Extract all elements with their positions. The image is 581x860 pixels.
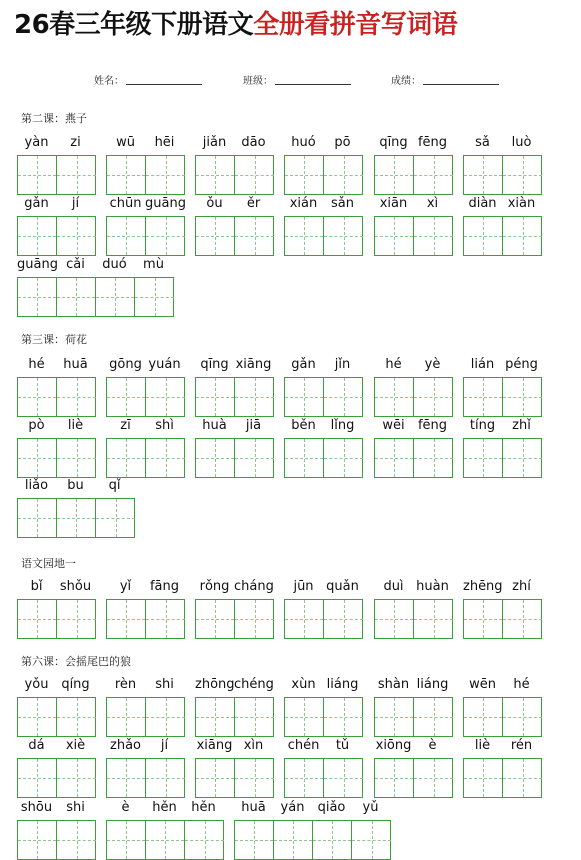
tianzige-cell[interactable]	[146, 759, 185, 797]
writing-grid	[106, 155, 185, 195]
tianzige-cell[interactable]	[235, 759, 274, 797]
tianzige-cell[interactable]	[18, 278, 57, 316]
writing-grid	[463, 155, 542, 195]
tianzige-cell[interactable]	[324, 600, 363, 638]
writing-grid	[106, 216, 185, 256]
tianzige-cell[interactable]	[414, 378, 453, 416]
writing-grid	[284, 216, 363, 256]
tianzige-cell[interactable]	[57, 600, 96, 638]
writing-grid	[374, 599, 453, 639]
tianzige-cell[interactable]	[96, 499, 135, 537]
tianzige-cell[interactable]	[235, 217, 274, 255]
tianzige-cell[interactable]	[18, 439, 57, 477]
pinyin-syllable: qǐ	[108, 478, 121, 493]
pinyin-syllable: hé	[28, 357, 45, 372]
tianzige-cell[interactable]	[324, 378, 363, 416]
pinyin-syllable: hěn	[191, 800, 216, 815]
pinyin-syllable: qiǎo	[317, 800, 346, 815]
pinyin-syllable: yǔ	[362, 800, 379, 815]
tianzige-cell[interactable]	[107, 698, 146, 736]
pinyin-syllable: è	[121, 800, 130, 815]
tianzige-cell[interactable]	[57, 156, 96, 194]
writing-grid	[106, 599, 185, 639]
writing-grid	[195, 438, 274, 478]
title-grade: 26春三年级下册语文	[14, 10, 254, 40]
tianzige-cell[interactable]	[503, 217, 542, 255]
tianzige-cell[interactable]	[464, 156, 503, 194]
writing-grid	[106, 758, 185, 798]
tianzige-cell[interactable]	[235, 698, 274, 736]
tianzige-cell[interactable]	[464, 698, 503, 736]
tianzige-cell[interactable]	[107, 378, 146, 416]
tianzige-cell[interactable]	[375, 759, 414, 797]
pinyin-syllable: xián	[289, 196, 318, 211]
writing-grid	[463, 599, 542, 639]
writing-grid	[284, 377, 363, 417]
pinyin-syllable: yǒu	[24, 677, 49, 692]
pinyin-syllable: yàn	[24, 135, 49, 150]
writing-grid	[195, 377, 274, 417]
tianzige-cell[interactable]	[107, 759, 146, 797]
writing-grid	[106, 697, 185, 737]
pinyin-syllable: duó	[102, 257, 127, 272]
tianzige-cell[interactable]	[324, 759, 363, 797]
pinyin-syllable: tíng	[469, 418, 496, 433]
name-label: 姓名：	[94, 76, 124, 87]
writing-grid	[234, 820, 391, 860]
tianzige-cell[interactable]	[464, 217, 503, 255]
writing-grid	[195, 758, 274, 798]
tianzige-cell[interactable]	[185, 821, 224, 859]
pinyin-syllable: wēn	[469, 677, 496, 692]
tianzige-cell[interactable]	[285, 378, 324, 416]
pinyin-syllable: shi	[66, 800, 85, 815]
student-info-row	[0, 72, 581, 88]
pinyin-syllable: fāng	[149, 579, 180, 594]
writing-grid	[463, 697, 542, 737]
writing-grid	[17, 820, 96, 860]
pinyin-syllable: fēng	[417, 135, 448, 150]
pinyin-syllable: fēng	[417, 418, 448, 433]
pinyin-syllable: jí	[160, 738, 169, 753]
pinyin-syllable: chūn	[109, 196, 142, 211]
pinyin-syllable: zhǎo	[110, 738, 141, 753]
writing-grid	[463, 438, 542, 478]
tianzige-cell[interactable]	[18, 499, 57, 537]
tianzige-cell[interactable]	[196, 600, 235, 638]
pinyin-syllable: gǎn	[24, 196, 49, 211]
pinyin-syllable: rén	[510, 738, 533, 753]
writing-grid	[17, 697, 96, 737]
tianzige-cell[interactable]	[235, 156, 274, 194]
tianzige-cell[interactable]	[146, 439, 185, 477]
pinyin-syllable: zhēng	[463, 579, 503, 594]
tianzige-cell[interactable]	[285, 759, 324, 797]
pinyin-syllable: dá	[28, 738, 45, 753]
writing-grid	[284, 697, 363, 737]
pinyin-syllable: quǎn	[326, 579, 359, 594]
pinyin-syllable: xiāng	[235, 357, 272, 372]
pinyin-syllable: luò	[511, 135, 532, 150]
tianzige-cell[interactable]	[285, 439, 324, 477]
tianzige-cell[interactable]	[375, 217, 414, 255]
pinyin-syllable: huàn	[416, 579, 449, 594]
pinyin-syllable: ǒu	[206, 196, 223, 211]
tianzige-cell[interactable]	[18, 378, 57, 416]
pinyin-syllable: xùn	[291, 677, 316, 692]
tianzige-cell[interactable]	[107, 821, 146, 859]
tianzige-cell[interactable]	[464, 759, 503, 797]
pinyin-syllable: gōng	[109, 357, 142, 372]
pinyin-syllable: xiōng	[375, 738, 412, 753]
tianzige-cell[interactable]	[57, 439, 96, 477]
writing-grid	[463, 377, 542, 417]
pinyin-syllable: wū	[116, 135, 135, 150]
tianzige-cell[interactable]	[503, 600, 542, 638]
pinyin-syllable: xìn	[243, 738, 264, 753]
tianzige-cell[interactable]	[375, 378, 414, 416]
tianzige-cell[interactable]	[18, 759, 57, 797]
pinyin-syllable: xiàn	[507, 196, 536, 211]
writing-grid	[17, 155, 96, 195]
tianzige-cell[interactable]	[146, 156, 185, 194]
pinyin-syllable: rèn	[114, 677, 137, 692]
pinyin-syllable: liáng	[416, 677, 449, 692]
writing-grid	[374, 758, 453, 798]
writing-grid	[17, 758, 96, 798]
pinyin-syllable: yán	[280, 800, 305, 815]
tianzige-cell[interactable]	[18, 217, 57, 255]
worksheet-title	[14, 4, 581, 44]
pinyin-syllable: běn	[291, 418, 316, 433]
writing-grid	[17, 216, 96, 256]
tianzige-cell[interactable]	[107, 439, 146, 477]
pinyin-syllable: liáng	[326, 677, 359, 692]
pinyin-syllable: yǐ	[119, 579, 132, 594]
tianzige-cell[interactable]	[285, 698, 324, 736]
pinyin-syllable: lǐng	[330, 418, 355, 433]
pinyin-syllable: xiāng	[196, 738, 233, 753]
tianzige-cell[interactable]	[324, 439, 363, 477]
pinyin-syllable: hēi	[154, 135, 175, 150]
tianzige-cell[interactable]	[146, 600, 185, 638]
writing-grid	[195, 216, 274, 256]
class-label: 班级：	[243, 76, 273, 87]
tianzige-cell[interactable]	[313, 821, 352, 859]
tianzige-cell[interactable]	[196, 217, 235, 255]
writing-grid	[374, 438, 453, 478]
pinyin-syllable: liè	[474, 738, 491, 753]
writing-grid	[374, 155, 453, 195]
tianzige-cell[interactable]	[107, 600, 146, 638]
writing-grid	[17, 599, 96, 639]
pinyin-syllable: xì	[426, 196, 439, 211]
pinyin-syllable: hé	[385, 357, 402, 372]
pinyin-syllable: bǐ	[30, 579, 43, 594]
section-title: 第六课：会摇尾巴的狼	[21, 655, 131, 668]
pinyin-syllable: guāng	[17, 257, 58, 272]
pinyin-syllable: cháng	[234, 579, 274, 594]
score-label: 成绩：	[391, 76, 421, 87]
pinyin-syllable: xiān	[379, 196, 408, 211]
tianzige-cell[interactable]	[375, 600, 414, 638]
pinyin-syllable: xiè	[65, 738, 86, 753]
writing-grid	[374, 216, 453, 256]
pinyin-syllable: chén	[287, 738, 320, 753]
pinyin-syllable: huó	[291, 135, 316, 150]
tianzige-cell[interactable]	[464, 378, 503, 416]
class-field[interactable]	[243, 72, 351, 87]
writing-grid	[463, 216, 542, 256]
tianzige-cell[interactable]	[146, 378, 185, 416]
name-field[interactable]	[94, 72, 202, 87]
tianzige-cell[interactable]	[196, 759, 235, 797]
tianzige-cell[interactable]	[503, 698, 542, 736]
writing-grid	[17, 498, 135, 538]
score-field[interactable]	[391, 72, 499, 87]
writing-grid	[463, 758, 542, 798]
tianzige-cell[interactable]	[503, 759, 542, 797]
tianzige-cell[interactable]	[274, 821, 313, 859]
tianzige-cell[interactable]	[146, 217, 185, 255]
pinyin-syllable: rǒng	[199, 579, 230, 594]
pinyin-syllable: chéng	[234, 677, 274, 692]
tianzige-cell[interactable]	[107, 217, 146, 255]
tianzige-cell[interactable]	[57, 278, 96, 316]
tianzige-cell[interactable]	[235, 821, 274, 859]
tianzige-cell[interactable]	[196, 378, 235, 416]
pinyin-syllable: hé	[513, 677, 530, 692]
score-blank[interactable]	[423, 74, 499, 85]
tianzige-cell[interactable]	[464, 439, 503, 477]
tianzige-cell[interactable]	[146, 821, 185, 859]
tianzige-cell[interactable]	[18, 600, 57, 638]
pinyin-syllable: huā	[241, 800, 266, 815]
class-blank[interactable]	[275, 74, 351, 85]
pinyin-syllable: yè	[424, 357, 441, 372]
section-title: 第三课：荷花	[21, 333, 87, 346]
pinyin-syllable: sǎ	[475, 135, 490, 150]
writing-grid	[284, 599, 363, 639]
tianzige-cell[interactable]	[57, 759, 96, 797]
tianzige-cell[interactable]	[196, 698, 235, 736]
pinyin-syllable: lián	[470, 357, 495, 372]
pinyin-syllable: zhǐ	[512, 418, 531, 433]
tianzige-cell[interactable]	[196, 439, 235, 477]
section-title: 语文园地一	[21, 557, 76, 570]
pinyin-syllable: pò	[28, 418, 45, 433]
pinyin-syllable: zhí	[512, 579, 531, 594]
tianzige-cell[interactable]	[324, 698, 363, 736]
tianzige-cell[interactable]	[96, 278, 135, 316]
tianzige-cell[interactable]	[464, 600, 503, 638]
pinyin-syllable: liǎo	[24, 478, 49, 493]
tianzige-cell[interactable]	[414, 698, 453, 736]
tianzige-cell[interactable]	[414, 156, 453, 194]
tianzige-cell[interactable]	[352, 821, 391, 859]
writing-grid	[17, 277, 174, 317]
pinyin-syllable: gǎn	[291, 357, 316, 372]
tianzige-cell[interactable]	[414, 759, 453, 797]
tianzige-cell[interactable]	[503, 378, 542, 416]
tianzige-cell[interactable]	[414, 600, 453, 638]
tianzige-cell[interactable]	[375, 698, 414, 736]
tianzige-cell[interactable]	[57, 499, 96, 537]
pinyin-syllable: shōu	[20, 800, 53, 815]
pinyin-syllable: shǒu	[59, 579, 92, 594]
tianzige-cell[interactable]	[57, 821, 96, 859]
pinyin-syllable: pō	[334, 135, 351, 150]
writing-grid	[195, 697, 274, 737]
tianzige-cell[interactable]	[375, 439, 414, 477]
pinyin-syllable: jí	[71, 196, 80, 211]
pinyin-syllable: wēi	[382, 418, 405, 433]
tianzige-cell[interactable]	[57, 378, 96, 416]
pinyin-syllable: sǎn	[331, 196, 354, 211]
pinyin-syllable: guāng	[145, 196, 186, 211]
pinyin-syllable: yuán	[148, 357, 181, 372]
tianzige-cell[interactable]	[235, 439, 274, 477]
pinyin-syllable: shi	[155, 677, 174, 692]
writing-grid	[284, 155, 363, 195]
pinyin-syllable: qīng	[200, 357, 229, 372]
pinyin-syllable: qīng	[379, 135, 408, 150]
tianzige-cell[interactable]	[196, 156, 235, 194]
section-title: 第二课：燕子	[21, 112, 87, 125]
writing-grid	[374, 697, 453, 737]
pinyin-syllable: shì	[155, 418, 174, 433]
pinyin-syllable: huà	[202, 418, 227, 433]
pinyin-syllable: zī	[120, 418, 131, 433]
pinyin-syllable: zhōng	[195, 677, 235, 692]
tianzige-cell[interactable]	[135, 278, 174, 316]
name-blank[interactable]	[126, 74, 202, 85]
pinyin-syllable: è	[428, 738, 437, 753]
writing-grid	[195, 599, 274, 639]
writing-grid	[284, 438, 363, 478]
tianzige-cell[interactable]	[414, 217, 453, 255]
tianzige-cell[interactable]	[503, 439, 542, 477]
tianzige-cell[interactable]	[107, 156, 146, 194]
pinyin-syllable: bu	[67, 478, 84, 493]
pinyin-syllable: qíng	[61, 677, 90, 692]
pinyin-syllable: diàn	[468, 196, 497, 211]
writing-grid	[17, 438, 96, 478]
tianzige-cell[interactable]	[285, 156, 324, 194]
pinyin-syllable: duì	[383, 579, 404, 594]
tianzige-cell[interactable]	[235, 600, 274, 638]
pinyin-syllable: huā	[63, 357, 88, 372]
tianzige-cell[interactable]	[285, 600, 324, 638]
writing-grid	[106, 438, 185, 478]
pinyin-syllable: mù	[143, 257, 164, 272]
pinyin-syllable: tǔ	[335, 738, 350, 753]
tianzige-cell[interactable]	[375, 156, 414, 194]
pinyin-syllable: liè	[67, 418, 84, 433]
tianzige-cell[interactable]	[146, 698, 185, 736]
tianzige-cell[interactable]	[285, 217, 324, 255]
writing-grid	[374, 377, 453, 417]
title-topic: 全册看拼音写词语	[253, 10, 458, 40]
tianzige-cell[interactable]	[57, 698, 96, 736]
writing-grid	[195, 155, 274, 195]
pinyin-syllable: hěn	[152, 800, 177, 815]
pinyin-syllable: jǐn	[334, 357, 351, 372]
pinyin-syllable: péng	[505, 357, 538, 372]
tianzige-cell[interactable]	[324, 156, 363, 194]
tianzige-cell[interactable]	[18, 156, 57, 194]
tianzige-cell[interactable]	[324, 217, 363, 255]
tianzige-cell[interactable]	[503, 156, 542, 194]
pinyin-syllable: jiǎn	[202, 135, 227, 150]
pinyin-syllable: jiā	[245, 418, 262, 433]
writing-grid	[284, 758, 363, 798]
writing-grid	[106, 377, 185, 417]
pinyin-syllable: jūn	[293, 579, 314, 594]
writing-grid	[17, 377, 96, 417]
pinyin-syllable: shàn	[377, 677, 410, 692]
pinyin-syllable: cǎi	[66, 257, 85, 272]
tianzige-cell[interactable]	[18, 821, 57, 859]
writing-grid	[106, 820, 224, 860]
pinyin-syllable: ěr	[246, 196, 261, 211]
pinyin-syllable: dāo	[241, 135, 266, 150]
tianzige-cell[interactable]	[57, 217, 96, 255]
tianzige-cell[interactable]	[414, 439, 453, 477]
tianzige-cell[interactable]	[235, 378, 274, 416]
tianzige-cell[interactable]	[18, 698, 57, 736]
pinyin-syllable: zi	[70, 135, 81, 150]
